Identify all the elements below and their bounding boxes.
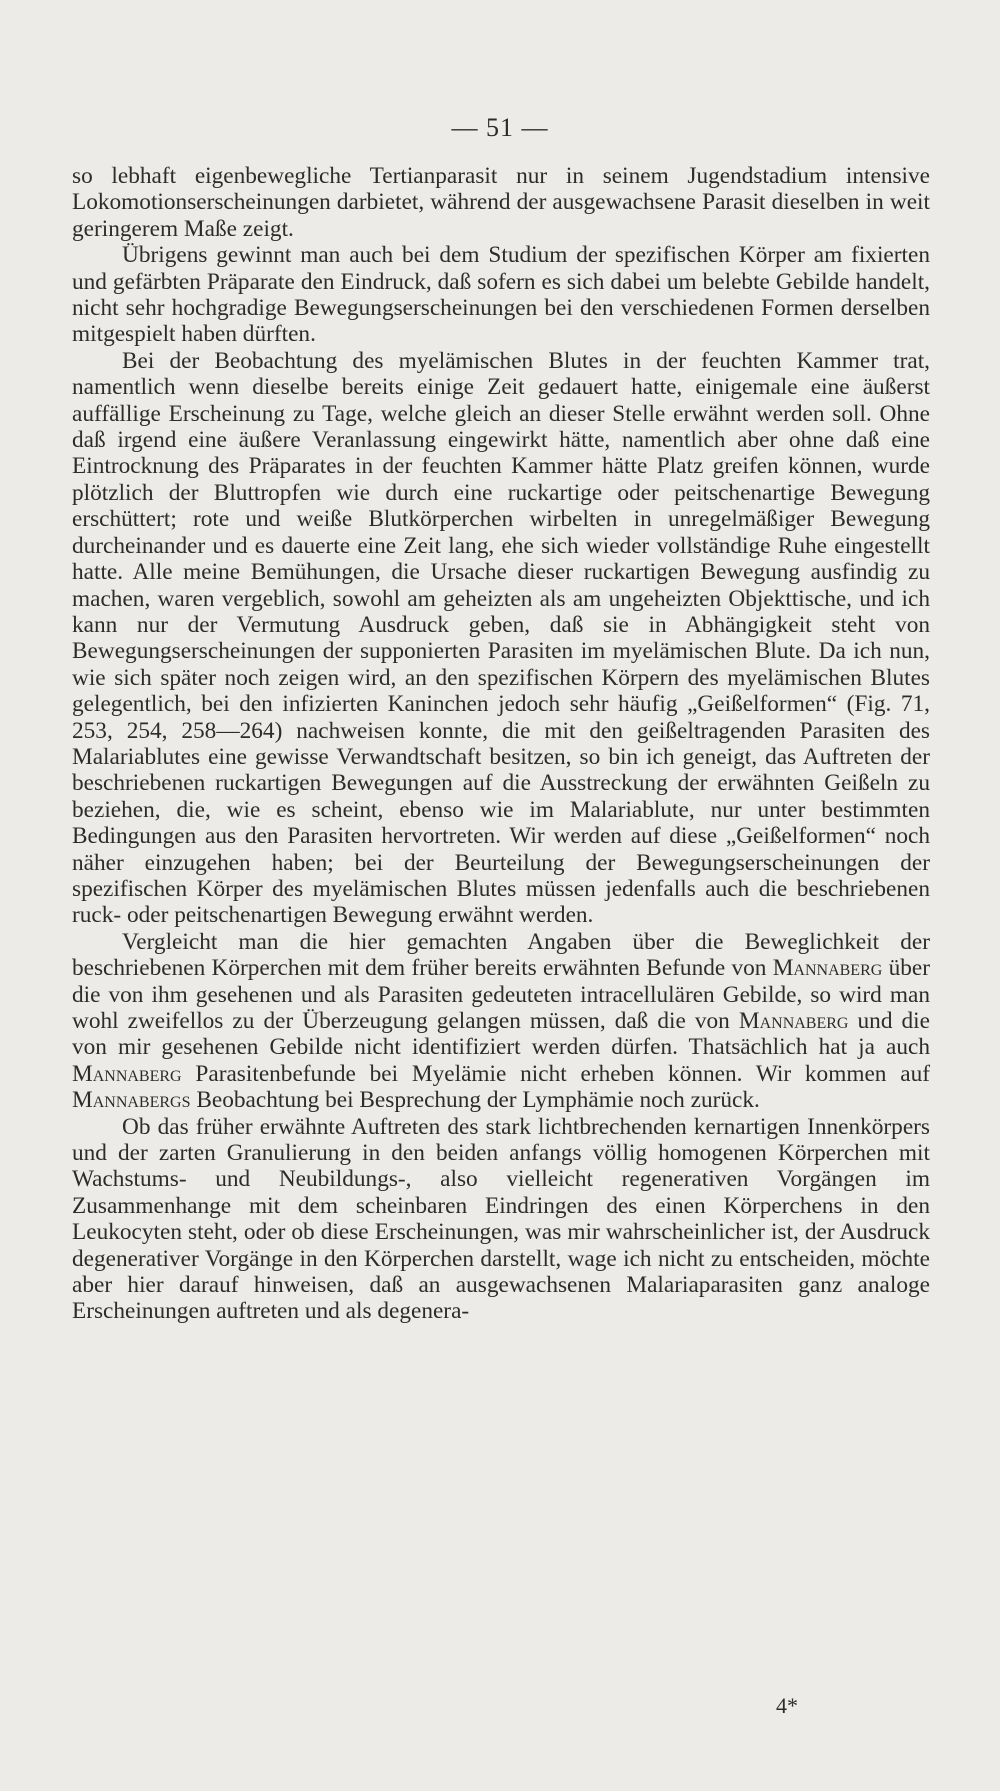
text-segment: Übrigens gewinnt man auch bei dem Studium der spezifischen Körper am fixierten und gefärbten Präparate den Eindruck, daß sofern es sich dabei um belebte Gebilde handelt, nicht sehr hochgradige Bewegungserscheinungen bei den verschiedenen Formen derselben mitgespielt haben dürften. [72, 242, 930, 348]
page-number: — 51 — [451, 113, 549, 142]
body-text [72, 163, 930, 1325]
author-name: Mannaberg [738, 1008, 849, 1034]
text-segment: Vergleicht man die hier gemachten Angaben über die Beweglichkeit der beschriebenen Körperchen mit dem früher bereits erwähnten Befunde von [72, 928, 930, 982]
author-name: Mannaberg [72, 1060, 182, 1087]
paragraph-p5 [72, 1114, 930, 1325]
text-segment: Bei der Beobachtung des myelämischen Blutes in der feuchten Kammer trat, namentlich wenn dieselbe bereits einige Zeit gedauert hatte, einigemale eine äußerst auffällige Erscheinung zu Tage, welche gleich an dieser Stelle erwähnt werden soll. Ohne daß irgend eine äußere Veranlassung eingewirkt hätte, namentlich aber ohne daß eine Eintrocknung des Präparates in der feuchten Kammer hätte Platz greifen können, wurde plötzlich der Bluttropfen wie durch eine ruckartige oder peitschenartige Bewegung erschüttert; rote und weiße Blutkörperchen wirbelten in unregelmäßiger Bewegung durcheinander und es dauerte eine Zeit lang, ehe sich wieder vollständige Ruhe eingestellt hatte. Alle meine Bemühungen, die Ursache dieser ruckartigen Bewegung ausfindig zu machen, waren vergeblich, sowohl am geheizten als am ungeheizten Objekttische, und ich kann nur der Vermutung Ausdruck geben, daß sie in Abhängigkeit steht von Bewegungserscheinungen der supponierten Parasiten im myelämischen Blute. Da ich nun, wie sich später noch zeigen wird, an den spezifischen Körpern des myelämischen Blutes gelegentlich, bei den infizierten Kaninchen jedoch sehr häufig „Geißelformen“ (Fig. 71, 253, 254, 258—264) nachweisen konnte, die mit den geißeltragenden Parasiten des Malariablutes eine gewisse Verwandtschaft besitzen, so bin ich geneigt, das Auftreten der beschriebenen ruckartigen Bewegungen auf die Ausstreckung der erwähnten Geißeln zu beziehen, die, wie es scheint, ebenso wie im Malariablute, nur unter bestimmten Bedingungen aus den Parasiten hervortreten. Wir werden auf diese „Geißelformen“ noch näher einzugehen haben; bei der Beurteilung der Bewegungserscheinungen der spezifischen Körper des myelämischen Blutes müssen jedenfalls auch die beschriebenen ruck- oder peitschenartigen Bewegung erwähnt werden. [72, 347, 930, 929]
paragraph-p4 [72, 929, 930, 1114]
paragraph-p1 [72, 163, 930, 242]
text-segment: Ob das früher erwähnte Auftreten des stark lichtbrechenden kernartigen Innenkörpers und der zarten Granulierung in den beiden anfangs völlig homogenen Körperchen mit Wachstums- und Neubildungs-, also vielleicht regenerativen Vorgängen im Zusammenhange mit dem scheinbaren Eindringen des einen Körperchens in den Leukocyten steht, oder ob diese Erscheinungen, was mir wahrscheinlicher ist, der Ausdruck degenerativer Vorgänge in den Körperchen darstellt, wage ich nicht zu entscheiden, möchte aber hier darauf hinweisen, daß an ausgewachsenen Malariaparasiten ganz analoge Erscheinungen auftreten und als degenera- [72, 1113, 930, 1325]
paragraph-p3 [72, 348, 930, 929]
paragraph-p2 [72, 242, 930, 348]
text-segment: Parasitenbefunde bei Myelämie nicht erheben können. Wir kommen auf [181, 1060, 930, 1087]
text-segment: so lebhaft eigenbewegliche Tertianparasit nur in seinem Jugendstadium intensive Lokomotionserscheinungen darbietet, während der ausgewachsene Parasit dieselben in weit geringerem Maße zeigt. [72, 163, 930, 242]
author-name: Mannaberg [772, 955, 883, 982]
text-segment: und die von mir gesehenen Gebilde nicht identifiziert werden dürfen. Thatsächlich hat ja auch [72, 1008, 930, 1061]
author-name: Mannabergs [72, 1087, 191, 1114]
text-segment: über die von ihm gesehenen und als Parasiten gedeuteten intracellulären Gebilde, so wird man wohl zweifellos zu der Überzeugung gelangen müssen, daß die von [72, 955, 930, 1034]
sheet-signature: 4* [776, 1693, 798, 1718]
text-segment: Beobachtung bei Besprechung der Lymphämie noch zurück. [190, 1087, 760, 1114]
